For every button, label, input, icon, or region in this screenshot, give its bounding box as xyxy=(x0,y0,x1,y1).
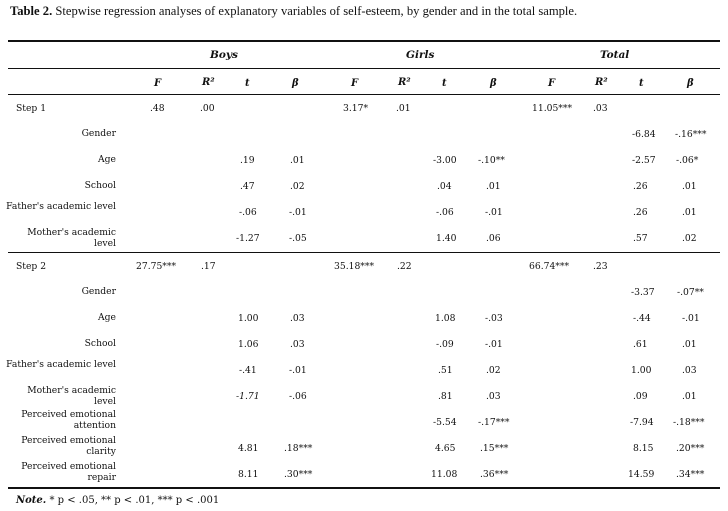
step2-total-f: 66.74*** xyxy=(529,261,570,272)
cell-total-beta: .20*** xyxy=(676,443,705,454)
cell-girls-t: -.06 xyxy=(436,207,454,218)
cell-girls-t: -.09 xyxy=(436,339,454,350)
step-label: Step 1 xyxy=(16,103,47,114)
cell-total-t: .26 xyxy=(633,207,648,218)
cell-boys-beta: .01 xyxy=(290,155,305,166)
row-label: Father's academic level xyxy=(6,359,116,370)
row-label: Age xyxy=(98,312,116,323)
cell-total-t: .57 xyxy=(633,233,648,244)
caption-text: Stepwise regression analyses of explanatory variables of self-esteem, by gender and in the total sample. xyxy=(55,4,578,18)
step1-girls-r2: .01 xyxy=(396,103,411,114)
row-label: Perceived emotional attention xyxy=(21,409,116,431)
col-header-girls-f: F xyxy=(351,78,359,89)
note-text: * p < .05, ** p < .01, *** p < .001 xyxy=(49,495,220,506)
step1-total-r2: .03 xyxy=(593,103,608,114)
cell-boys-beta: -.06 xyxy=(289,391,307,402)
cell-girls-beta: -.17*** xyxy=(478,417,510,428)
caption-label: Table 2. xyxy=(10,4,53,18)
cell-boys-beta: -.01 xyxy=(289,365,307,376)
cell-total-t: .26 xyxy=(633,181,648,192)
table-caption xyxy=(10,3,722,20)
group-header-boys: Boys xyxy=(210,49,238,61)
row-label: School xyxy=(84,338,116,349)
step1-boys-f: .48 xyxy=(150,103,165,114)
step1-total-f: 11.05*** xyxy=(532,103,573,114)
cell-boys-t: 1.00 xyxy=(238,313,259,324)
cell-girls-beta: -.03 xyxy=(485,313,503,324)
col-header-girls-beta: β xyxy=(490,78,497,89)
cell-boys-t: .47 xyxy=(240,181,255,192)
cell-total-t: 1.00 xyxy=(631,365,652,376)
note-label: Note. xyxy=(16,495,47,506)
cell-boys-t: -.06 xyxy=(239,207,257,218)
step2-girls-f: 35.18*** xyxy=(334,261,375,272)
cell-total-beta: .34*** xyxy=(676,469,705,480)
cell-total-t: -6.84 xyxy=(632,129,656,140)
cell-girls-t: 1.08 xyxy=(435,313,456,324)
row-label: Gender xyxy=(81,128,116,139)
cell-total-t: .09 xyxy=(633,391,648,402)
cell-girls-t: .04 xyxy=(437,181,452,192)
step2-boys-r2: .17 xyxy=(201,261,216,272)
cell-total-t: -3.37 xyxy=(631,287,655,298)
col-header-girls-t: t xyxy=(442,78,447,89)
row-label: Perceived emotional clarity xyxy=(21,435,116,457)
cell-boys-t: 8.11 xyxy=(238,469,259,480)
step-separator-rule xyxy=(8,252,720,253)
row-label: Mother's academic level xyxy=(27,227,116,249)
cell-girls-t: -5.54 xyxy=(433,417,457,428)
cell-boys-beta: -.01 xyxy=(289,207,307,218)
cell-total-beta: .03 xyxy=(682,365,697,376)
header-rule xyxy=(8,94,720,95)
cell-total-t: .61 xyxy=(633,339,648,350)
cell-girls-beta: .01 xyxy=(486,181,501,192)
group-header-total: Total xyxy=(600,49,630,61)
cell-girls-beta: .15*** xyxy=(480,443,509,454)
cell-total-beta: .01 xyxy=(682,339,697,350)
row-label: Age xyxy=(98,154,116,165)
col-header-girls-r2: R² xyxy=(398,77,411,88)
cell-total-beta: .01 xyxy=(682,207,697,218)
cell-girls-beta: .06 xyxy=(486,233,501,244)
cell-boys-beta: .30*** xyxy=(284,469,313,480)
top-rule xyxy=(8,40,720,42)
step1-boys-r2: .00 xyxy=(200,103,215,114)
cell-boys-t: -.41 xyxy=(239,365,257,376)
cell-girls-t: .81 xyxy=(438,391,453,402)
cell-girls-t: .51 xyxy=(438,365,453,376)
cell-boys-beta: .18*** xyxy=(284,443,313,454)
cell-total-t: 14.59 xyxy=(628,469,655,480)
table-note xyxy=(16,495,219,506)
col-header-total-r2: R² xyxy=(595,77,608,88)
col-header-total-beta: β xyxy=(687,78,694,89)
row-label: Gender xyxy=(81,286,116,297)
cell-total-t: -2.57 xyxy=(632,155,656,166)
cell-total-beta: -.18*** xyxy=(673,417,705,428)
cell-total-beta: -.16*** xyxy=(675,129,707,140)
group-rule xyxy=(8,68,720,69)
cell-boys-t: -1.27 xyxy=(236,233,260,244)
cell-girls-beta: -.01 xyxy=(485,207,503,218)
row-label: Mother's academic level xyxy=(27,385,116,407)
cell-girls-beta: .36*** xyxy=(480,469,509,480)
cell-total-beta: -.01 xyxy=(682,313,700,324)
col-header-boys-r2: R² xyxy=(202,77,215,88)
col-header-boys-f: F xyxy=(154,78,162,89)
cell-boys-beta: .02 xyxy=(290,181,305,192)
col-header-total-f: F xyxy=(548,78,556,89)
cell-boys-t: 4.81 xyxy=(238,443,259,454)
cell-boys-beta: -.05 xyxy=(289,233,307,244)
step2-boys-f: 27.75*** xyxy=(136,261,177,272)
row-label: Father's academic level xyxy=(6,201,116,212)
col-header-boys-beta: β xyxy=(292,78,299,89)
cell-total-beta: .01 xyxy=(682,181,697,192)
cell-total-beta: -.06* xyxy=(676,155,699,166)
cell-total-beta: -.07** xyxy=(677,287,704,298)
cell-total-beta: .02 xyxy=(682,233,697,244)
cell-girls-t: 4.65 xyxy=(435,443,456,454)
row-label: School xyxy=(84,180,116,191)
row-label: Perceived emotional repair xyxy=(21,461,116,483)
group-header-girls: Girls xyxy=(406,49,435,61)
step2-girls-r2: .22 xyxy=(397,261,412,272)
col-header-boys-t: t xyxy=(245,78,250,89)
cell-boys-t: 1.06 xyxy=(238,339,259,350)
step2-total-r2: .23 xyxy=(593,261,608,272)
cell-girls-t: 11.08 xyxy=(431,469,458,480)
cell-girls-beta: -.10** xyxy=(478,155,505,166)
cell-girls-t: -3.00 xyxy=(433,155,457,166)
cell-girls-beta: -.01 xyxy=(485,339,503,350)
cell-girls-beta: .02 xyxy=(486,365,501,376)
step-label: Step 2 xyxy=(16,261,47,272)
cell-total-beta: .01 xyxy=(682,391,697,402)
cell-total-t: -7.94 xyxy=(630,417,654,428)
bottom-rule xyxy=(8,487,720,489)
cell-boys-t: .19 xyxy=(240,155,255,166)
cell-girls-t: 1.40 xyxy=(436,233,457,244)
cell-total-t: 8.15 xyxy=(633,443,654,454)
col-header-total-t: t xyxy=(639,78,644,89)
cell-boys-beta: .03 xyxy=(290,313,305,324)
cell-total-t: -.44 xyxy=(633,313,651,324)
step1-girls-f: 3.17* xyxy=(343,103,369,114)
cell-girls-beta: .03 xyxy=(486,391,501,402)
cell-boys-beta: .03 xyxy=(290,339,305,350)
cell-boys-t: -1.71 xyxy=(236,391,260,402)
